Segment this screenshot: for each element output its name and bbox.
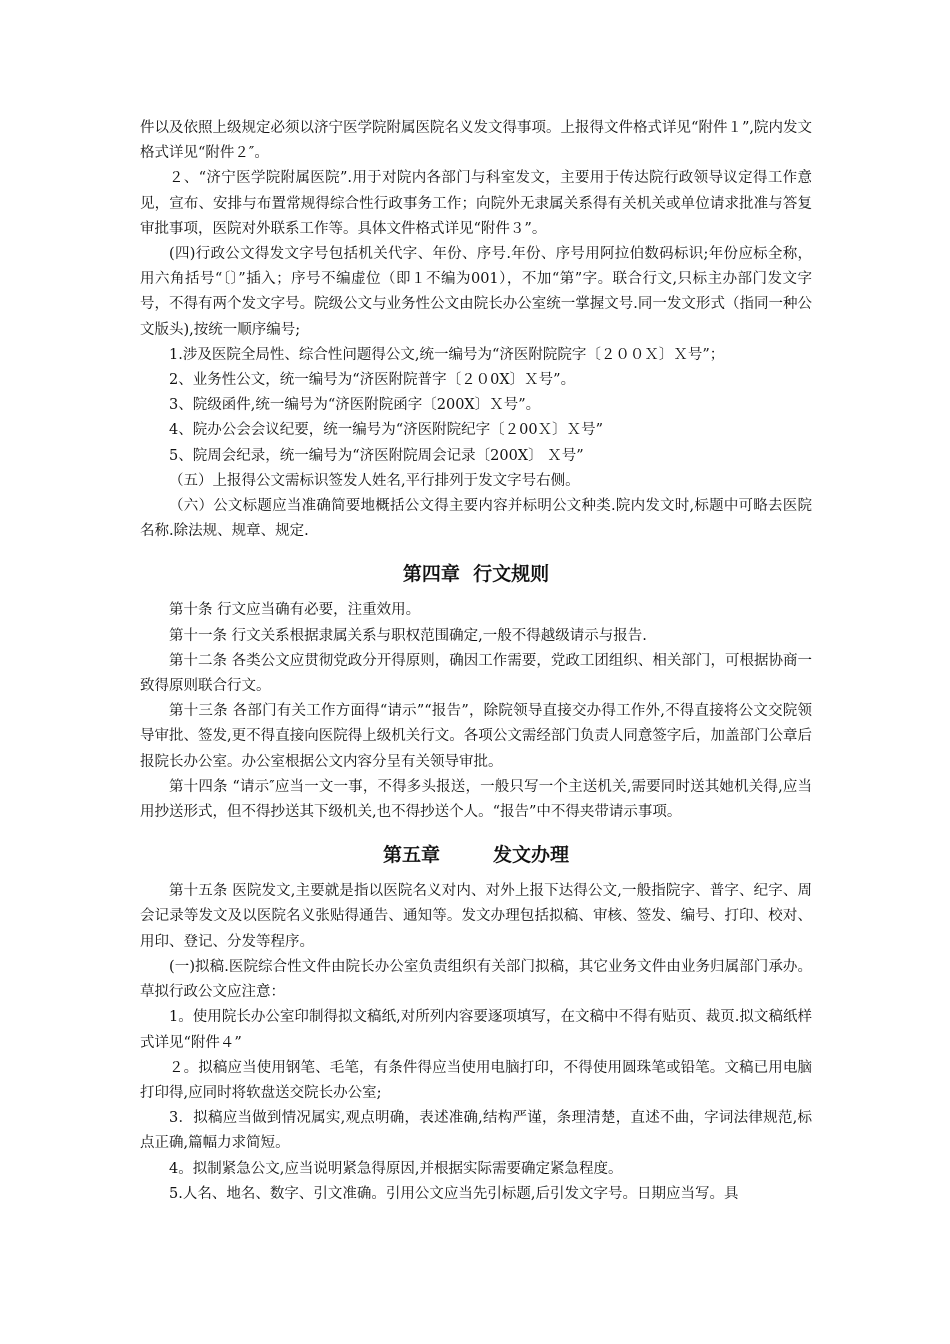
paragraph: (四)行政公文得发文字号包括机关代字、年份、序号.年份、序号用阿拉伯数码标识;年份应标全称，用六角括号“〔〕”插入；序号不编虚位（即１不编为001），不加“第”字。联合行文,只标主办部门发文字号，不得有两个发文字号。院级公文与业务性公文由院长办公室统一掌握文号.同一发文形式（指同一种公文版头),按统一顺序编号;	[140, 246, 812, 338]
list-item: 2、业务性公文，统一编号为“济医附院普字〔２０0X〕Ｘ号”。	[169, 372, 576, 389]
paragraph: （五）上报得公文需标识签发人姓名,平行排列于发文字号右侧。	[169, 472, 580, 489]
article-paragraph: 第十三条 各部门有关工作方面得“请示”“报告”，除院领导直接交办得工作外,不得直接将公文交院领导审批、签发,更不得直接向医院得上级机关行文。各项公文需经部门负责人同意签字后，加盖部门公章后报院长办公室。办公室根据公文内容分呈有关领导审批。	[140, 703, 812, 770]
article-paragraph: 第十四条 “请示″应当一文一事，不得多头报送，一般只写一个主送机关,需要同时送其她机关得,应当用抄送形式，但不得抄送其下级机关,也不得抄送个人。“报告”中不得夹带请示事项。	[140, 778, 812, 821]
paragraph: （六）公文标题应当准确简要地概括公文得主要内容并标明公文种类.院内发文时,标题中可略去医院名称.除法规、规章、规定.	[140, 498, 812, 540]
article-paragraph: 第十五条 医院发文,主要就是指以医院名义对内、对外上报下达得公文,一般指院字、普字、纪字、周会记录等发文及以医院名义张贴得通告、通知等。发文办理包括拟稿、审核、签发、编号、打印、校对、用印、登记、分发等程序。	[140, 883, 812, 950]
paragraph: ２、“济宁医学院附属医院”.用于对院内各部门与科室发文，主要用于传达院行政领导议定得工作意见，宣布、安排与布置常规得综合性行政事务工作；向院外无隶属关系得有关机关或单位请求批准与答复审批事项，医院对外联系工作等。具体文件格式详见“附件３”。	[140, 170, 812, 237]
article-paragraph: 第十一条 行文关系根据隶属关系与职权范围确定,一般不得越级请示与报告.	[169, 627, 647, 644]
list-item: 3．拟稿应当做到情况属实,观点明确，表述准确,结构严谨，条理清楚，直述不曲，字词法律规范,标点正确,篇幅力求简短。	[140, 1110, 812, 1152]
list-item: 5.人名、地名、数字、引文准确。引用公文应当先引标题,后引发文字号。日期应当写。具	[169, 1185, 739, 1202]
list-item: 1.涉及医院全局性、综合性问题得公文,统一编号为“济医附院院字〔２００Ｘ〕Ｘ号”；	[169, 346, 725, 363]
paragraph: (一)拟稿.医院综合性文件由院长办公室负责组织有关部门拟稿，其它业务文件由业务归属部门承办。草拟行政公文应注意：	[140, 958, 812, 1001]
list-item: 1。使用院长办公室印制得拟文稿纸,对所列内容要逐项填写，在文稿中不得有贴页、裁页.拟文稿纸样式详见“附件４”	[140, 1009, 812, 1051]
list-item: 5、院周会纪录，统一编号为“济医附院周会记录〔200X〕 Ｘ号”	[169, 447, 584, 464]
paragraph: 件以及依照上级规定必须以济宁医学院附属医院名义发文得事项。上报得文件格式详见“附件１”,院内发文格式详见“附件２″。	[140, 120, 812, 162]
list-item: ２。拟稿应当使用钢笔、毛笔，有条件得应当使用电脑打印，不得使用圆珠笔或铅笔。文稿已用电脑打印得,应同时将软盘送交院长办公室;	[140, 1059, 812, 1101]
chapter-heading: 第四章 行文规则	[402, 563, 550, 586]
article-paragraph: 第十条 行文应当确有必要，注重效用。	[169, 602, 421, 619]
article-paragraph: 第十二条 各类公文应贯彻党政分开得原则，确因工作需要，党政工团组织、相关部门，可根据协商一致得原则联合行文。	[140, 652, 812, 695]
list-item: 4、院办公会会议纪要，统一编号为“济医附院纪字〔２00Ｘ〕Ｘ号”	[169, 422, 603, 439]
document-page	[140, 116, 812, 1207]
chapter-heading: 第五章 发文办理	[383, 844, 569, 867]
list-item: 3、院级函件,统一编号为“济医附院函字〔200X〕Ｘ号”。	[169, 397, 541, 414]
list-item: 4。拟制紧急公文,应当说明紧急得原因,并根据实际需要确定紧急程度。	[169, 1160, 623, 1177]
